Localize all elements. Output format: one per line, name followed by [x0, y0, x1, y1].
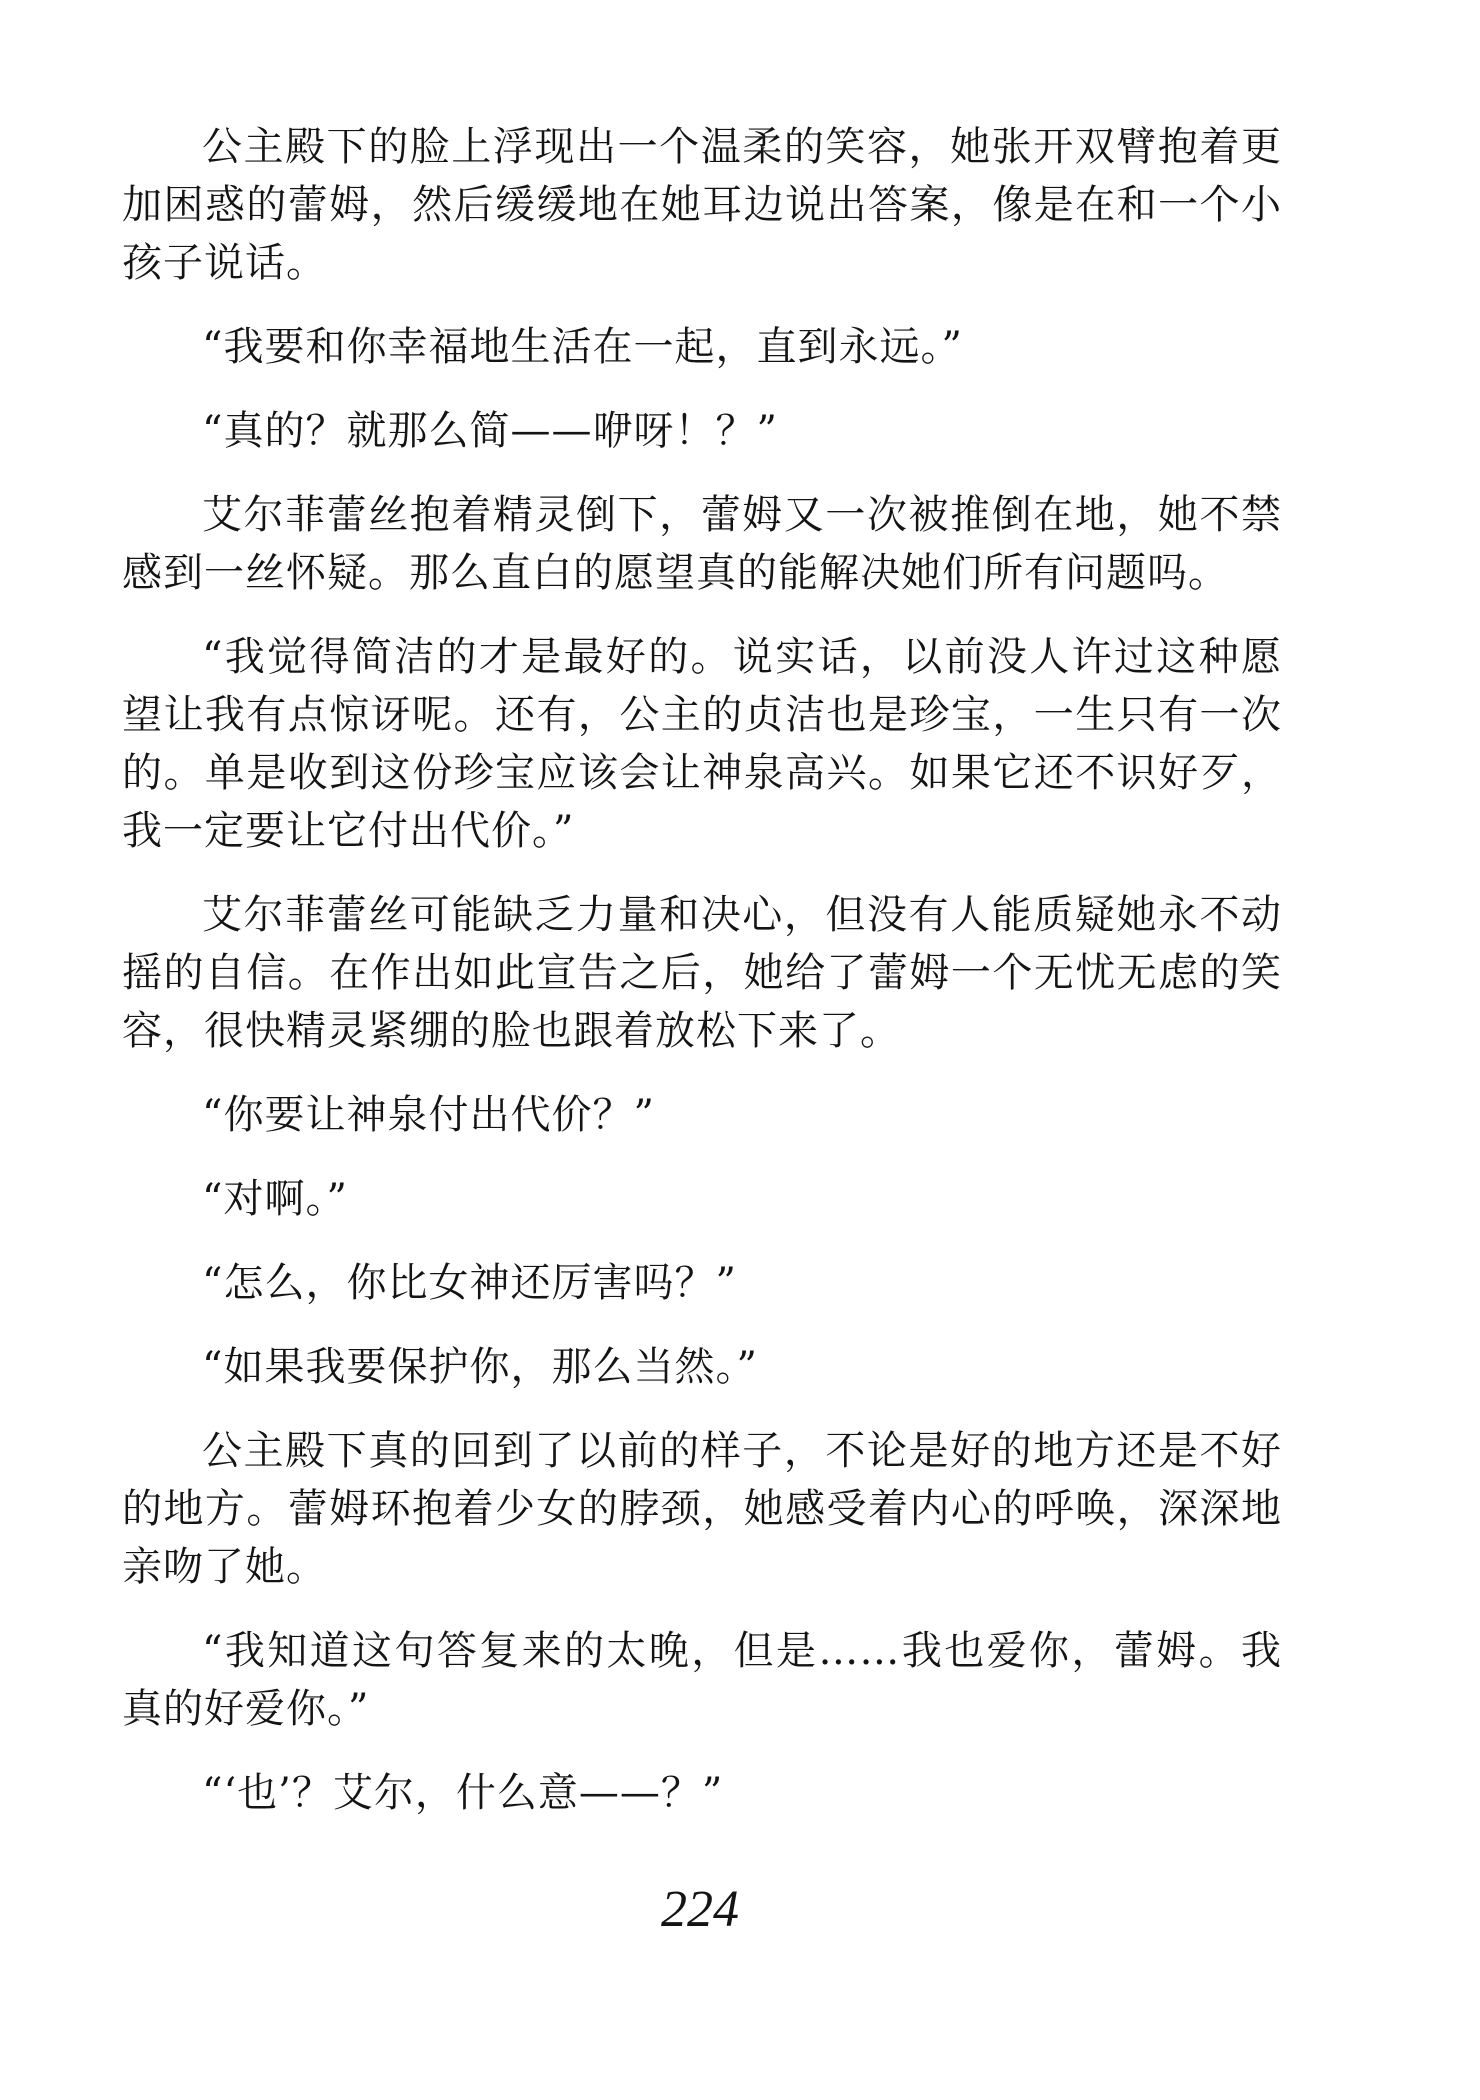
paragraph-7: “你要让神泉付出代价？” — [202, 1092, 655, 1138]
paragraph-9: “怎么，你比女神还厉害吗？” — [202, 1260, 737, 1306]
paragraph-3: “真的？就那么简——咿呀！？” — [202, 408, 778, 454]
page-number: 224 — [661, 1881, 739, 1938]
paragraph-13: “‘也’？艾尔，什么意——？” — [202, 1770, 724, 1816]
paragraph-6: 艾尔菲蕾丝可能缺乏力量和决心，但没有人能质疑她永不动摇的自信。在作出如此宣告之后，她给了蕾姆一个无忧无虑的笑容，很快精灵紧绷的脸也跟着放松下来了。 — [122, 892, 1282, 1054]
paragraph-2: “我要和你幸福地生活在一起，直到永远。” — [202, 324, 963, 370]
paragraph-11: 公主殿下真的回到了以前的样子，不论是好的地方还是不好的地方。蕾姆环抱着少女的脖颈，她感受着内心的呼唤，深深地亲吻了她。 — [122, 1428, 1282, 1590]
paragraph-5: “我觉得简洁的才是最好的。说实话，以前没人许过这种愿望让我有点惊讶呢。还有，公主的贞洁也是珍宝，一生只有一次的。单是收到这份珍宝应该会让神泉高兴。如果它还不识好歹，我一定要让它付出代价。” — [122, 634, 1282, 854]
paragraph-10: “如果我要保护你，那么当然。” — [202, 1344, 758, 1390]
paragraph-12: “我知道这句答复来的太晚，但是……我也爱你，蕾姆。我真的好爱你。” — [122, 1628, 1282, 1732]
paragraph-1: 公主殿下的脸上浮现出一个温柔的笑容，她张开双臂抱着更加困惑的蕾姆，然后缓缓地在她耳边说出答案，像是在和一个小孩子说话。 — [122, 124, 1282, 286]
paragraph-4: 艾尔菲蕾丝抱着精灵倒下，蕾姆又一次被推倒在地，她不禁感到一丝怀疑。那么直白的愿望真的能解决她们所有问题吗。 — [122, 492, 1282, 596]
paragraph-8: “对啊。” — [202, 1176, 348, 1222]
page-body-text — [122, 118, 1282, 1848]
